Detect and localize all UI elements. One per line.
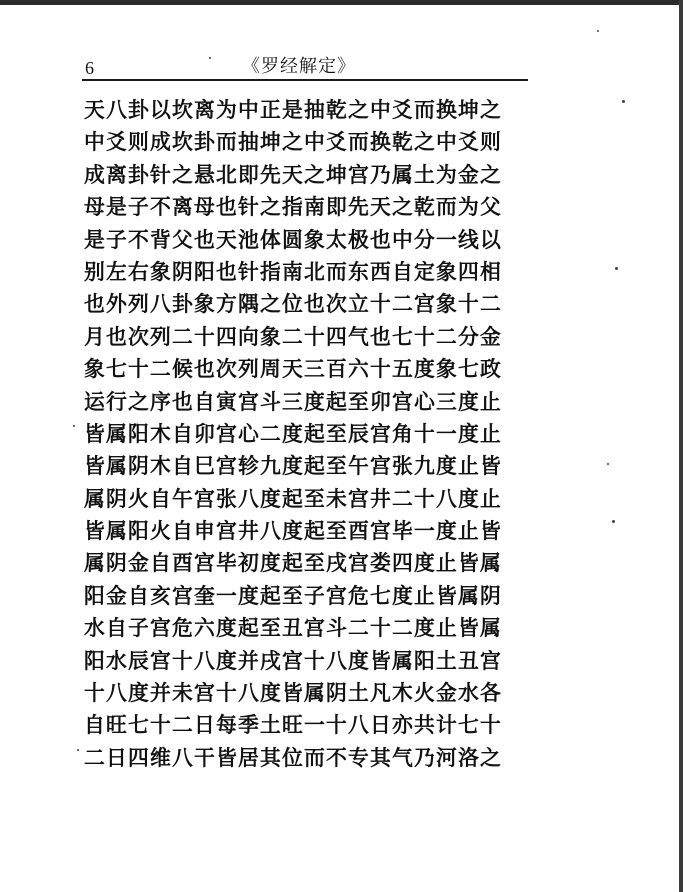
text-line: 皆属阴木自巳宫轸九度起至午宫张九度止皆 [84,453,502,479]
right-frame-border [679,0,683,892]
text-line: 天八卦以坎离为中正是抽乾之中爻而换坤之 [84,97,502,122]
text-line: 二日四维八干皆居其位而不专其气乃河洛之 [84,744,502,770]
text-line: 皆属阳木自卯宫心二度起至辰宫角十一度止 [84,420,502,446]
text-line: 属阴火自午宫张八度起至未宫井二十八度止 [84,485,502,511]
text-line: 属阴金自酉宫毕初度起至戌宫娄四度止皆属 [84,550,502,576]
scan-speck [622,100,625,103]
text-line: 成离卦针之悬北即先天之坤宫乃属土为金之 [84,161,502,187]
running-title: 《罗经解定》 [242,56,356,77]
text-line: 运行之序也自寅宫斗三度起至卯宫心三度止 [84,388,502,414]
text-line: 中爻则成坎卦而抽坤之中爻而换乾之中爻则 [84,129,502,155]
text-line: 是子不背父也天池体圆象太极也中分一线以 [84,226,502,252]
body-text [84,97,530,777]
scan-speck [597,30,599,32]
text-line: 皆属阳火自申宫井八度起至酉宫毕一度止皆 [84,518,502,544]
text-line: 别左右象阴阳也针指南北而东西自定象四相 [84,258,502,284]
scan-speck [73,425,75,427]
scan-speck [77,749,79,751]
text-line: 十八度并未宫十八度皆属阴土凡木火金水各 [84,680,502,706]
page-header [82,55,528,81]
text-line: 阳水辰宫十八度并戌宫十八度皆属阳土丑宫 [84,647,502,673]
scan-speck [607,463,609,465]
text-line: 自旺七十二日每季土旺一十八日亦共计七十 [84,712,502,738]
text-line: 阳金自亥宫奎一度起至子宫危七度止皆属阴 [84,582,502,608]
header-rule [82,79,528,81]
scan-speck [209,57,211,59]
book-page [0,5,679,892]
text-line: 也外列八卦象方隅之位也次立十二宫象十二 [84,291,502,317]
scan-speck [615,267,618,270]
text-line: 水自子宫危六度起至丑宫斗二十二度止皆属 [84,615,502,641]
scan-speck [612,520,615,523]
page-number: 6 [85,58,94,78]
text-line: 月也次列二十四向象二十四气也七十二分金 [84,323,502,349]
text-line: 象七十二候也次列周天三百六十五度象七政 [84,356,502,382]
text-line: 母是子不离母也针之指南即先天之乾而为父 [84,194,502,220]
